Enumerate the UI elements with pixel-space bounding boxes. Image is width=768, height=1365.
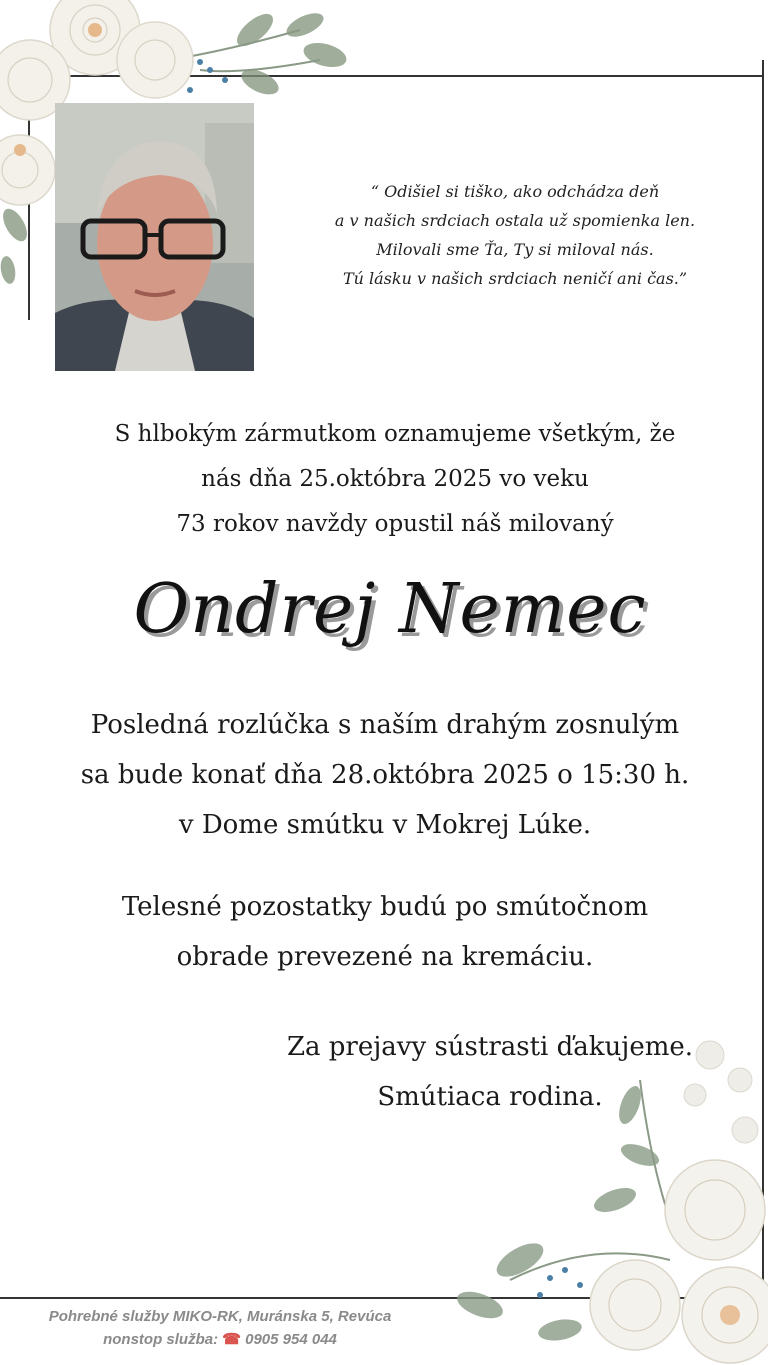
floral-decoration-bottom-right [440, 1040, 768, 1365]
nonstop-service-label: nonstop služba: [103, 1331, 219, 1348]
funeral-details [40, 700, 730, 850]
poem-line: “ Odišiel si tiško, ako odchádza deň [370, 182, 660, 201]
condolence-thanks: Za prejavy sústrasti ďakujeme. [286, 1032, 694, 1062]
phone-number[interactable]: 0905 954 044 [245, 1331, 337, 1348]
nonstop-service-line [10, 1328, 430, 1351]
cremation-note-line: obrade prevezené na kremáciu. [176, 942, 594, 972]
phone-icon: ☎ [222, 1331, 241, 1348]
poem-line: a v našich srdciach ostala už spomienka len. [334, 211, 696, 230]
portrait-illustration [55, 103, 254, 371]
announcement-line: nás dňa 25.októbra 2025 vo veku [201, 466, 589, 492]
memorial-poem [300, 177, 730, 293]
cremation-note [40, 882, 730, 982]
funeral-service-address: Pohrebné služby MIKO-RK, Muránska 5, Revúca [48, 1308, 392, 1325]
poem-line: Milovali sme Ťa, Ty si miloval nás. [376, 240, 654, 259]
deceased-portrait-photo [55, 103, 254, 371]
announcement-line: S hlbokým zármutkom oznamujeme všetkým, že [114, 421, 676, 447]
funeral-detail-line: Posledná rozlúčka s naším drahým zosnulým [90, 710, 680, 740]
funeral-service-footer [10, 1305, 430, 1351]
family-signature: Smútiaca rodina. [377, 1082, 603, 1112]
death-announcement [60, 412, 730, 547]
poem-line: Tú lásku v našich srdciach neničí ani čas.” [342, 269, 688, 288]
funeral-detail-line: sa bude konať dňa 28.októbra 2025 o 15:30 h. [80, 760, 690, 790]
deceased-name: Ondrej Nemec [133, 570, 647, 649]
funeral-detail-line: v Dome smútku v Mokrej Lúke. [178, 810, 592, 840]
announcement-line: 73 rokov navždy opustil náš milovaný [176, 511, 614, 537]
cremation-note-line: Telesné pozostatky budú po smútočnom [121, 892, 649, 922]
